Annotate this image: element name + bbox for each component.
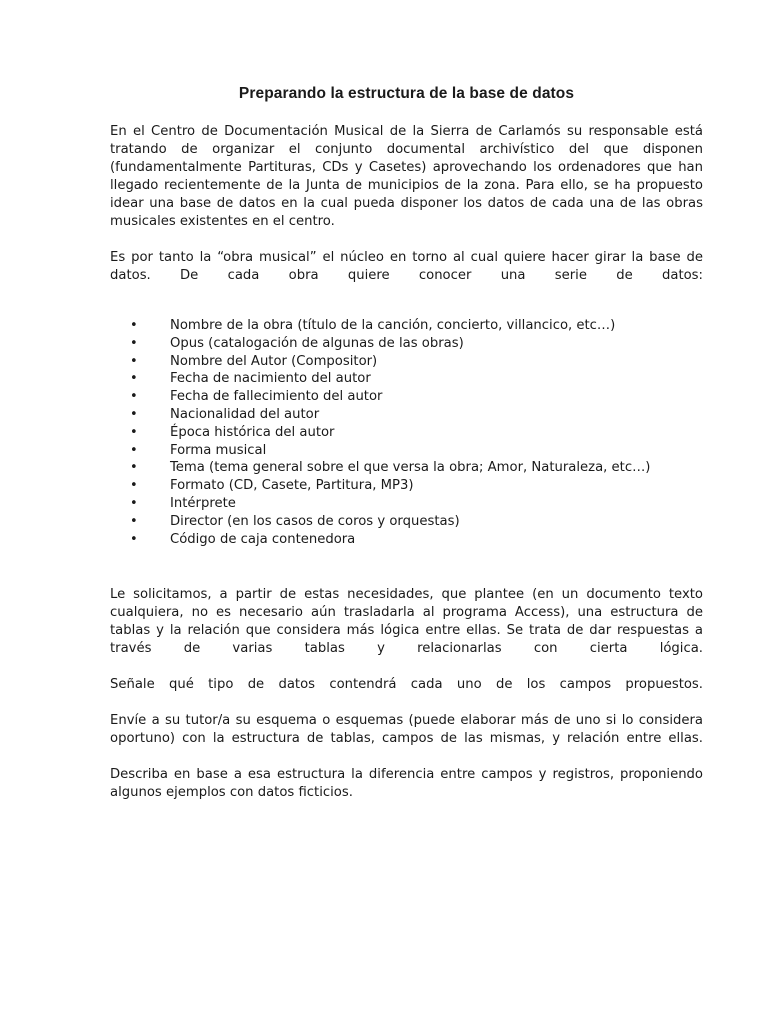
list-item — [110, 442, 703, 460]
bullet-icon: • — [130, 424, 138, 440]
bullet-icon: • — [130, 478, 138, 494]
bullet-icon: • — [130, 495, 138, 511]
list-item-text: Intérprete — [170, 495, 236, 511]
list-item — [110, 495, 703, 513]
bullet-icon: • — [130, 389, 138, 405]
list-item-text: Nombre del Autor (Compositor) — [170, 353, 378, 369]
data-types-paragraph: Señale qué tipo de datos contendrá cada uno de los campos propuestos. — [110, 677, 703, 693]
list-item — [110, 531, 703, 549]
list-item-text: Época histórica del autor — [170, 424, 335, 440]
list-item-text: Tema (tema general sobre el que versa la obra; Amor, Naturaleza, etc…) — [170, 460, 651, 476]
document-page — [110, 80, 703, 802]
bullet-icon: • — [130, 406, 138, 422]
list-item-text: Código de caja contenedora — [170, 531, 356, 547]
list-item — [110, 477, 703, 495]
send-paragraph: Envíe a su tutor/a su esquema o esquemas (puede elaborar más de uno si lo considera oportuno) con la estructura de tablas, campos de las mismas, y relación entre ellas. — [110, 713, 703, 747]
list-item — [110, 388, 703, 406]
list-item — [110, 370, 703, 388]
bullet-icon: • — [130, 460, 138, 476]
core-paragraph: Es por tanto la “obra musical” el núcleo en torno al cual quiere hacer girar la base de datos. De cada obra quiere conocer una serie de datos: — [110, 250, 703, 283]
bullet-icon: • — [130, 371, 138, 387]
bullet-icon: • — [130, 531, 138, 547]
intro-paragraph: En el Centro de Documentación Musical de la Sierra de Carlamós su responsable está tratando de organizar el conjunto documental archivístico del que disponen (fundamentalmente Partituras, CDs y Casetes) aprovechando los ordenadores que han llegado recientemente de la Junta de municipios de la zona. Para ello, se ha propuesto idear una base de datos en la cual pueda disponer los datos de cada una de las obras musicales existentes en el centro. — [110, 124, 703, 229]
list-item-text: Fecha de nacimiento del autor — [170, 371, 371, 387]
fields-list — [110, 317, 703, 548]
list-item — [110, 335, 703, 353]
list-item — [110, 424, 703, 442]
list-item-text: Formato (CD, Casete, Partitura, MP3) — [170, 478, 414, 494]
describe-paragraph: Describa en base a esa estructura la diferencia entre campos y registros, proponiendo algunos ejemplos con datos ficticios. — [110, 767, 703, 801]
bullet-icon: • — [130, 335, 138, 351]
list-item-text: Nacionalidad del autor — [170, 406, 320, 422]
request-paragraph: Le solicitamos, a partir de estas necesidades, que plantee (en un documento texto cualquiera, no es necesario aún trasladarla al programa Access), una estructura de tablas y la relación que considera más lógica entre ellas. Se trata de dar respuestas a través de varias tablas y relacionarlas con cierta lógica. — [110, 587, 703, 657]
list-item — [110, 406, 703, 424]
list-item-text: Director (en los casos de coros y orquestas) — [170, 513, 460, 529]
list-item — [110, 353, 703, 371]
bullet-icon: • — [130, 442, 138, 458]
list-item-text: Opus (catalogación de algunas de las obras) — [170, 335, 464, 351]
list-item-text: Nombre de la obra (título de la canción, concierto, villancico, etc…) — [170, 318, 616, 333]
bullet-icon: • — [130, 318, 138, 333]
list-item-text: Fecha de fallecimiento del autor — [170, 389, 383, 405]
list-item — [110, 317, 703, 335]
list-item — [110, 459, 703, 477]
list-item — [110, 513, 703, 531]
document-title: Preparando la estructura de la base de datos — [238, 85, 575, 102]
list-item-text: Forma musical — [170, 442, 267, 458]
bullet-icon: • — [130, 353, 138, 369]
bullet-icon: • — [130, 513, 138, 529]
